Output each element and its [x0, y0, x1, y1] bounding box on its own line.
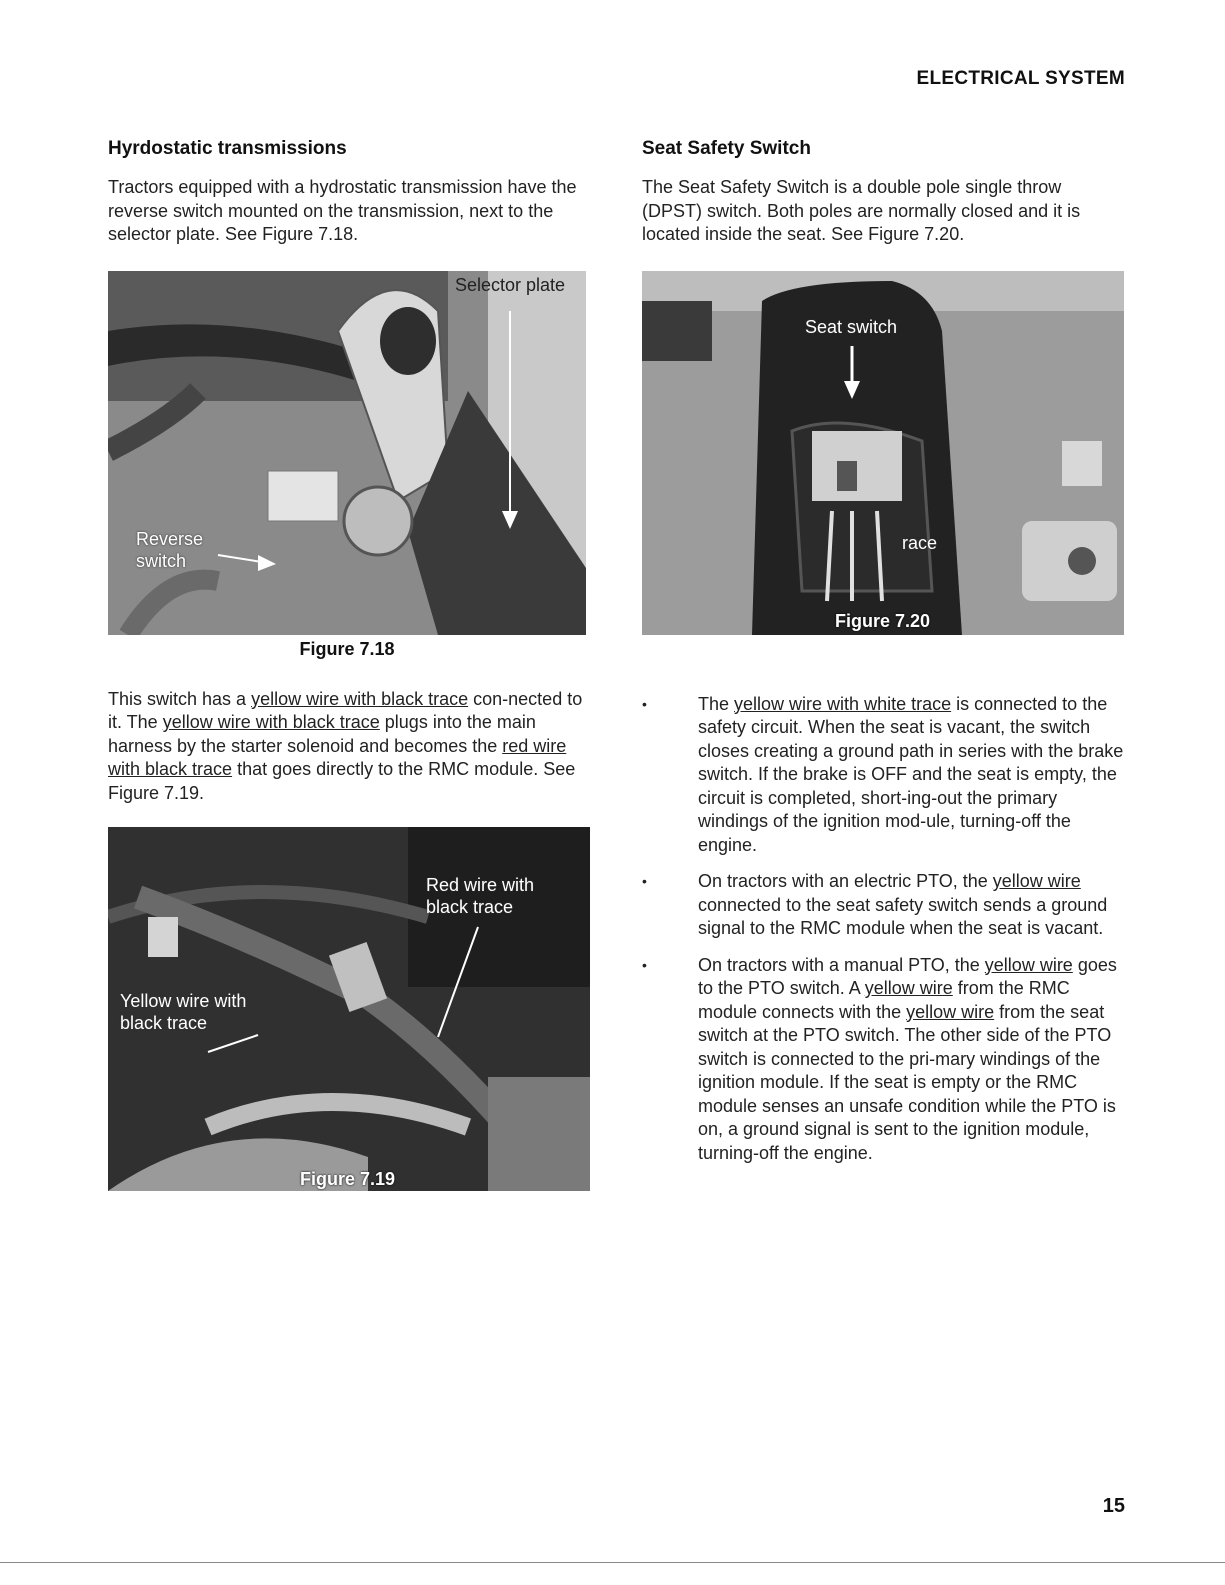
reverse-switch-photo [108, 271, 586, 635]
page-number: 15 [1102, 1495, 1125, 1517]
para2-text-3: plugs into the main harness by the starter solenoid and becomes the [108, 712, 536, 756]
figure-7-18-caption: Figure 7.18 [299, 638, 395, 659]
seat-safety-heading: Seat Safety Switch [642, 138, 811, 159]
red-wire-black-trace-ref: red wire with black trace [108, 735, 567, 779]
yellow-wire-label-line1: Yellow wire with [120, 991, 247, 1011]
bullet-item-safety-circuit: • The yellow wire with white trace is connected to the safety circuit. When the seat is vacant, the switch closes creating a ground path in series with the brake switch. If the brake is OFF and the seat is empty, the circuit is completed, short-ing-out the primary windings of the ignition mod-ule, turning-off the engine. [642, 693, 1124, 855]
red-wire-label-line1: Red wire with [426, 875, 535, 895]
yellow-wire-white-trace-ref: yellow wire with white trace [734, 693, 952, 714]
figure-7-20-photo [642, 271, 1124, 635]
seat-safety-intro: The Seat Safety Switch is a double pole single throw (DPST) switch. Both poles are normally closed and it is located inside the seat. See Figure 7.20. [642, 177, 1081, 244]
hydrostatic-intro: Tractors equipped with a hydrostatic transmission have the reverse switch mounted on the transmission, next to the selector plate. See Figure 7.18. [108, 177, 577, 244]
figure-7-18-photo [108, 271, 586, 635]
figure-7-20-caption: Figure 7.20 [835, 610, 931, 631]
yellow-wire-ref: yellow wire [984, 954, 1073, 975]
bullet-item-electric-pto: • On tractors with an electric PTO, the yellow wire connected to the seat safety switch sends a ground signal to the RMC module when the seat is vacant. [642, 871, 1108, 938]
bottom-divider [0, 1562, 1225, 1563]
running-head: ELECTRICAL SYSTEM [916, 68, 1125, 89]
bullet-dot: • [642, 956, 647, 973]
para2-text-1: This switch has a [108, 688, 252, 709]
seat-switch-bullet-list [642, 693, 1124, 1166]
red-wire-label-line2: black trace [426, 897, 514, 917]
right-column [642, 138, 1124, 1178]
reverse-switch-paragraph [108, 688, 588, 806]
para2-text-4: that goes directly to the RMC module. See Figure 7.19. [108, 759, 576, 803]
bullet-dot: • [642, 873, 647, 889]
seat-switch-label: Seat switch [805, 316, 898, 337]
bullet-item-manual-pto: • On tractors with a manual PTO, the yellow wire goes to the PTO switch. A yellow wire from the RMC module connects with the yellow wire from the seat switch at the PTO switch. The other side of the PTO switch is connected to the pri-mary windings of the ignition module. If the seat is empty or the RMC module senses an unsafe condition while the PTO is on, a ground signal is sent to the ignition module, turning-off the engine. [642, 954, 1117, 1163]
yellow-wire-black-trace-ref-1: yellow wire with black trace [251, 688, 469, 709]
yellow-wire-ref: yellow wire [864, 978, 953, 998]
bullet-dot: • [642, 695, 647, 712]
yellow-wire-ref: yellow wire [992, 871, 1081, 891]
yellow-wire-black-trace-ref-2: yellow wire with black trace [162, 712, 380, 732]
trace-label: race [902, 532, 938, 553]
left-column [108, 138, 588, 1191]
para2-text-2: con-nected to it. The [108, 688, 583, 732]
reverse-switch-label-line1: Reverse [136, 528, 204, 549]
yellow-wire-label-line2: black trace [120, 1013, 208, 1033]
hydrostatic-heading: Hyrdostatic transmissions [108, 138, 347, 159]
selector-plate-label: Selector plate [455, 274, 566, 295]
figure-7-19-caption: Figure 7.19 [300, 1169, 396, 1189]
figure-7-19-photo [108, 827, 590, 1191]
yellow-wire-ref: yellow wire [906, 1001, 995, 1022]
reverse-switch-label-line2: switch [136, 550, 187, 571]
